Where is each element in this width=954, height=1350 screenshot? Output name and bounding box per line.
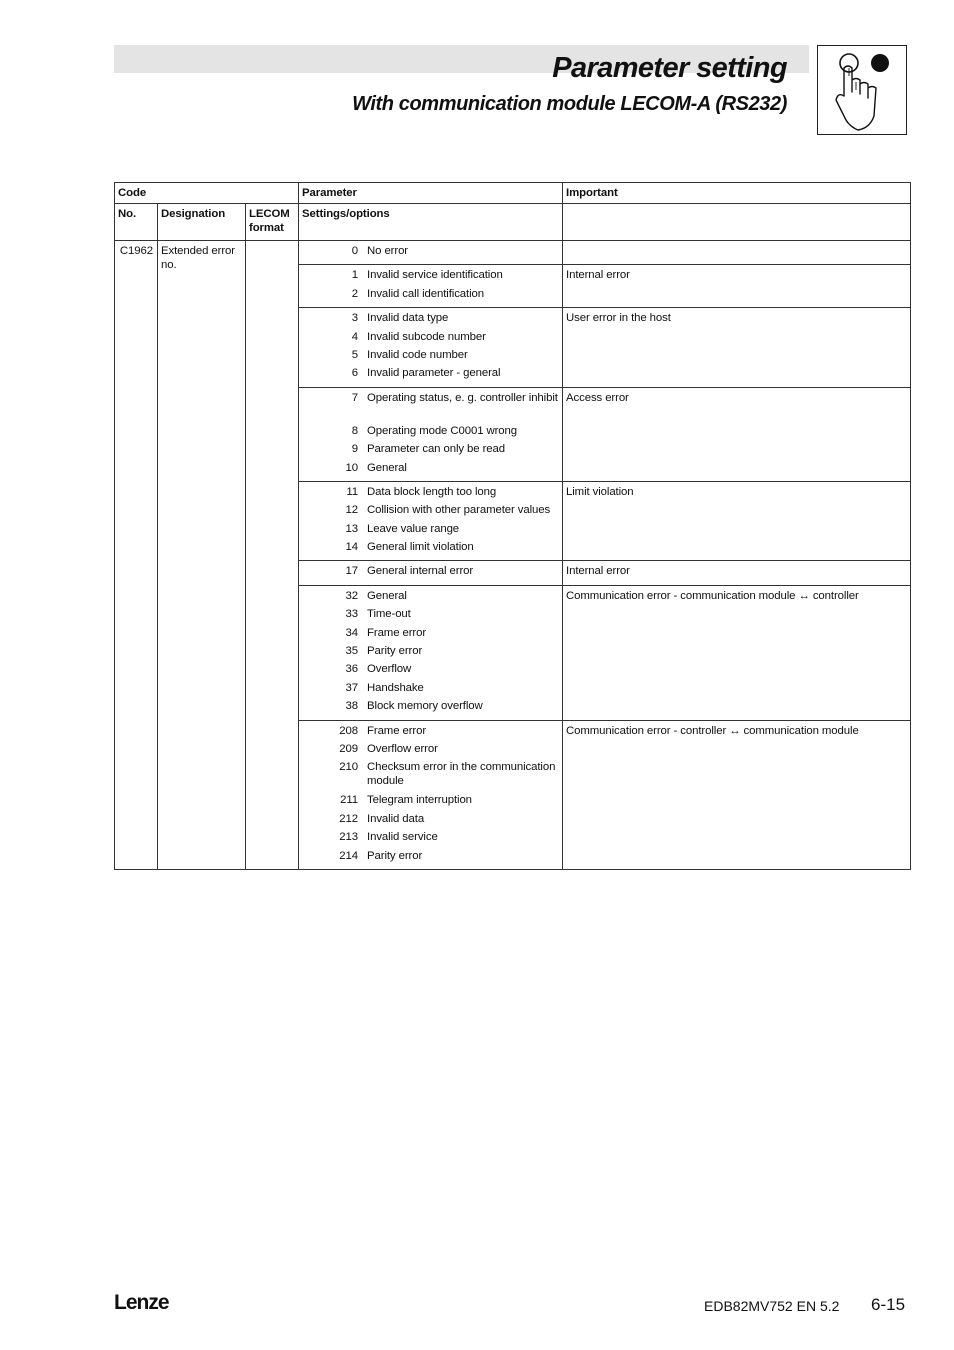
- option-text: Data block length too long: [367, 485, 497, 498]
- option-text: General: [367, 461, 407, 474]
- option-text: Invalid code number: [367, 348, 468, 361]
- lenze-logo: Lenze: [114, 1291, 169, 1314]
- option-value: 6: [351, 367, 359, 380]
- settings-options-cell: [299, 308, 563, 388]
- header-lecom-format: LECOM format: [246, 204, 299, 241]
- option-item: [302, 330, 559, 348]
- option-value: 37: [345, 681, 359, 694]
- header-important-blank: [563, 204, 911, 241]
- option-item: [302, 812, 559, 830]
- settings-options-cell: [299, 585, 563, 720]
- option-value: 212: [339, 812, 359, 825]
- important-cell: User error in the host: [563, 308, 911, 388]
- option-value: 2: [351, 287, 359, 300]
- option-text: General: [367, 589, 407, 602]
- option-text: Invalid call identification: [367, 287, 484, 300]
- option-value: 32: [345, 589, 359, 602]
- important-cell: Communication error - controller ↔ communication module: [563, 720, 911, 869]
- important-cell: [563, 241, 911, 265]
- parameter-table: [114, 182, 911, 870]
- option-item: [302, 644, 559, 662]
- option-value: 11: [346, 485, 359, 498]
- option-value: 5: [351, 348, 359, 361]
- option-value: 8: [351, 424, 359, 437]
- option-text: Block memory overflow: [367, 700, 483, 713]
- designation-cell: Extended error no.: [158, 241, 246, 870]
- option-item: [302, 244, 559, 262]
- option-value: 210: [339, 761, 359, 774]
- option-value: 36: [345, 663, 359, 676]
- option-item: [302, 485, 559, 503]
- table-subheader-row: [115, 204, 911, 241]
- important-cell: Limit violation: [563, 481, 911, 561]
- header-designation: Designation: [158, 204, 246, 241]
- option-item: [302, 461, 559, 479]
- option-text: Frame error: [367, 724, 427, 737]
- option-text: General limit violation: [367, 541, 474, 554]
- table-header-row: [115, 183, 911, 204]
- header-settings-options: Settings/options: [299, 204, 563, 241]
- option-value: 14: [345, 541, 359, 554]
- option-item: [302, 268, 559, 286]
- option-item: [302, 626, 559, 644]
- option-item: [302, 742, 559, 760]
- option-item: [302, 699, 559, 717]
- option-text: Handshake: [367, 681, 424, 694]
- option-value: 4: [351, 330, 359, 343]
- option-text: Telegram interruption: [367, 794, 472, 807]
- option-value: 12: [345, 504, 359, 517]
- settings-options-cell: [299, 241, 563, 265]
- option-text: Leave value range: [367, 522, 460, 535]
- option-item: [302, 311, 559, 329]
- option-text: Operating mode C0001 wrong: [367, 424, 518, 437]
- option-text: Invalid parameter - general: [367, 367, 501, 380]
- option-text: No error: [367, 245, 408, 257]
- important-cell: Internal error: [563, 561, 911, 585]
- option-item: [302, 793, 559, 811]
- option-item: [302, 760, 559, 793]
- option-item: [302, 564, 559, 582]
- option-text: Overflow error: [367, 742, 438, 755]
- option-item: [302, 424, 559, 442]
- option-text: Invalid data type: [367, 312, 449, 325]
- option-value: 9: [351, 443, 359, 456]
- option-item: [302, 503, 559, 521]
- option-item: [302, 607, 559, 625]
- option-item: [302, 540, 559, 558]
- lecom-format-cell: [246, 241, 299, 870]
- option-text: Parity error: [367, 849, 423, 862]
- settings-options-cell: [299, 387, 563, 481]
- option-item: [302, 724, 559, 742]
- header-no: No.: [115, 204, 158, 241]
- page-title: Parameter setting: [552, 52, 787, 84]
- option-value: 33: [345, 608, 359, 621]
- option-value: 34: [345, 626, 359, 639]
- option-value: 0: [351, 245, 359, 257]
- option-text: Invalid service: [367, 831, 438, 844]
- option-value: 13: [345, 522, 359, 535]
- option-item: [302, 589, 559, 607]
- option-item: [302, 662, 559, 680]
- option-item: [302, 849, 559, 867]
- option-text: Invalid subcode number: [367, 330, 486, 343]
- option-value: 211: [340, 794, 359, 807]
- code-no-cell: C1962: [115, 241, 158, 870]
- option-value: 208: [339, 724, 359, 737]
- option-value: 17: [345, 565, 359, 578]
- header-parameter: Parameter: [299, 183, 563, 204]
- page-number: 6-15: [871, 1295, 906, 1314]
- option-value: 214: [339, 849, 359, 862]
- settings-options-cell: [299, 720, 563, 869]
- settings-options-cell: [299, 265, 563, 308]
- option-text: Time-out: [367, 608, 411, 621]
- option-item: [302, 681, 559, 699]
- option-text: Overflow: [367, 663, 412, 676]
- option-text: Frame error: [367, 626, 427, 639]
- option-value: 38: [345, 700, 359, 713]
- option-text: Parameter can only be read: [367, 443, 505, 456]
- header-important: Important: [563, 183, 911, 204]
- option-item: [302, 287, 559, 305]
- option-text: Checksum error in the communication module: [367, 761, 556, 788]
- important-cell: Internal error: [563, 265, 911, 308]
- header-code: Code: [115, 183, 299, 204]
- option-value: 209: [339, 742, 359, 755]
- option-text: Invalid data: [367, 812, 425, 825]
- option-item: [302, 522, 559, 540]
- option-value: 3: [351, 312, 359, 325]
- option-text: Collision with other parameter values: [367, 504, 551, 517]
- option-value: 7: [351, 391, 359, 404]
- option-item: [302, 830, 559, 848]
- option-value: 213: [339, 831, 359, 844]
- option-text: Invalid service identification: [367, 269, 503, 282]
- option-text: Parity error: [367, 645, 423, 658]
- important-cell: Access error: [563, 387, 911, 481]
- settings-options-cell: [299, 561, 563, 585]
- option-value: 10: [345, 461, 359, 474]
- hand-pressing-button-icon: [817, 45, 907, 135]
- page-subtitle: With communication module LECOM-A (RS232): [352, 93, 787, 115]
- option-item: [302, 442, 559, 460]
- option-item: [302, 391, 559, 424]
- option-text: Operating status, e. g. controller inhibit: [367, 391, 558, 404]
- option-value: 1: [351, 269, 359, 282]
- option-item: [302, 348, 559, 366]
- option-value: 35: [345, 645, 359, 658]
- important-cell: Communication error - communication module ↔ controller: [563, 585, 911, 720]
- settings-options-cell: [299, 481, 563, 561]
- option-item: [302, 366, 559, 384]
- document-id: EDB82MV752 EN 5.2: [704, 1298, 840, 1314]
- option-text: General internal error: [367, 565, 474, 578]
- table-row: [115, 241, 911, 265]
